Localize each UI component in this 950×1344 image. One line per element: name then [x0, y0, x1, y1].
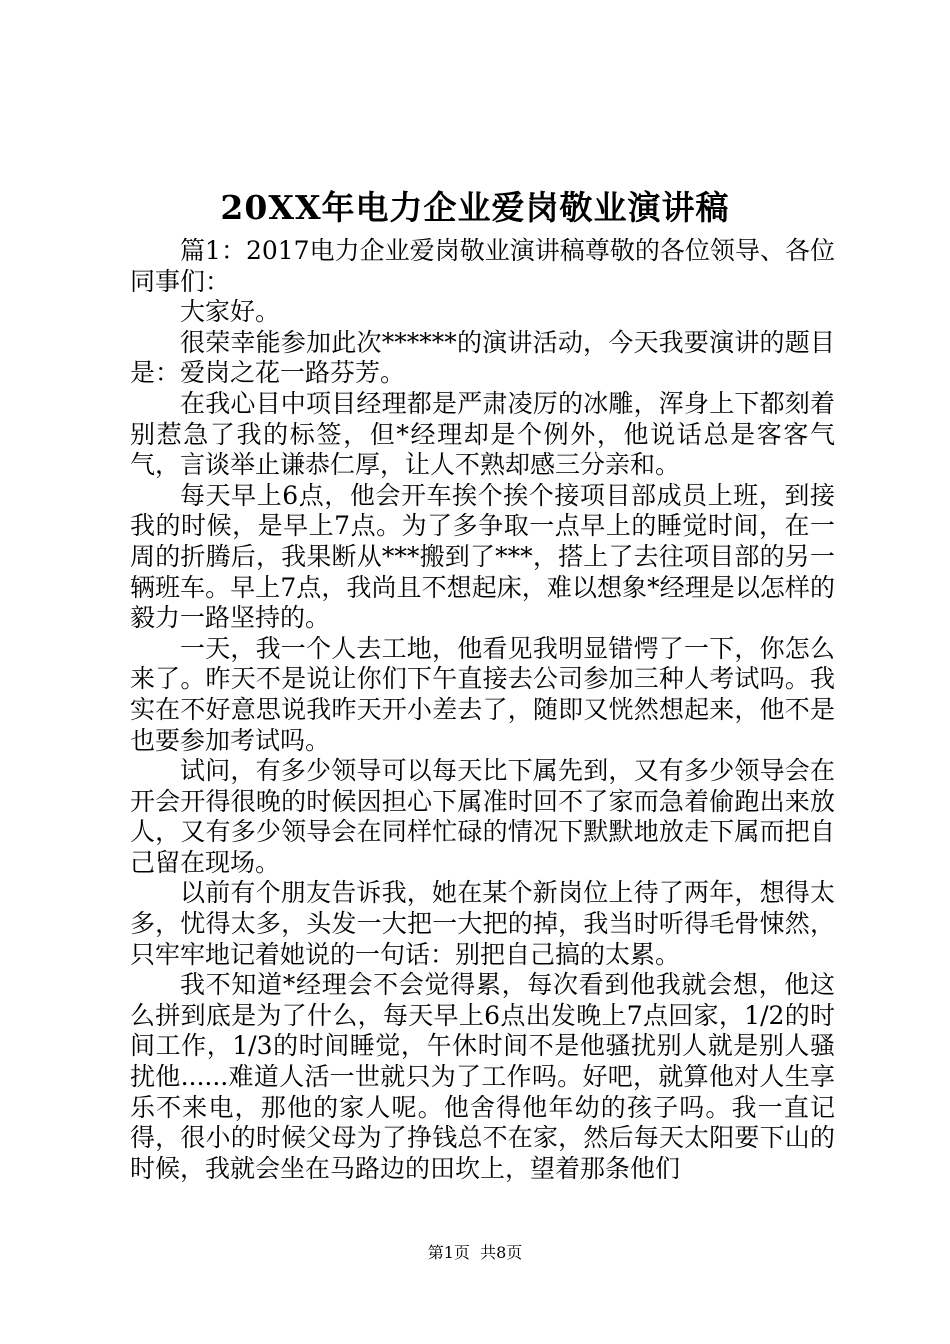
paragraph: 在我心目中项目经理都是严肃凌厉的冰雕，浑身上下都刻着别惹急了我的标签，但*经理却是个例外，他说话总是客客气气，言谈举止谦恭仁厚，让人不熟却感三分亲和。	[130, 388, 835, 480]
paragraph: 篇1：2017电力企业爱岗敬业演讲稿尊敬的各位领导、各位同事们：	[130, 236, 835, 296]
paragraph: 每天早上6点，他会开车挨个挨个接项目部成员上班，到接我的时候，是早上7点。为了多争取一点早上的睡觉时间，在一周的折腾后，我果断从***搬到了***，搭上了去往项目部的另一辆班车。早上7点，我尚且不想起床，难以想象*经理是以怎样的毅力一路坚持的。	[130, 480, 835, 633]
page-footer	[0, 1242, 950, 1264]
paragraph: 大家好。	[180, 297, 281, 327]
page-number: 第1页	[427, 1243, 470, 1262]
page-total: 共8页	[480, 1243, 523, 1262]
paragraph: 我不知道*经理会不会觉得累，每次看到他我就会想，他这么拼到底是为了什么，每天早上6点出发晚上7点回家，1/2的时间工作，1/3的时间睡觉，午休时间不是他骚扰别人就是别人骚扰他......难道人活一世就只为了工作吗。好吧，就算他对人生享乐不来电，那他的家人呢。他舍得他年幼的孩子吗。我一直记得，很小的时候父母为了挣钱总不在家，然后每天太阳要下山的时候，我就会坐在马路边的田坎上，望着那条他们	[130, 970, 835, 1183]
paragraph: 试问，有多少领导可以每天比下属先到，又有多少领导会在开会开得很晚的时候因担心下属准时回不了家而急着偷跑出来放人，又有多少领导会在同样忙碌的情况下默默地放走下属而把自己留在现场。	[130, 756, 835, 877]
paragraph: 很荣幸能参加此次******的演讲活动，今天我要演讲的题目是：爱岗之花一路芬芳。	[130, 327, 835, 388]
paragraph: 一天，我一个人去工地，他看见我明显错愕了一下，你怎么来了。昨天不是说让你们下午直接去公司参加三种人考试吗。我实在不好意思说我昨天开小差去了，随即又恍然想起来，他不是也要参加考试吗。	[130, 633, 835, 755]
paragraph: 以前有个朋友告诉我，她在某个新岗位上待了两年，想得太多，忧得太多，头发一大把一大把的掉，我当时听得毛骨悚然，只牢牢地记着她说的一句话：别把自己搞的太累。	[130, 878, 835, 969]
document-body	[130, 236, 835, 1184]
page-title: 20XX年电力企业爱岗敬业演讲稿	[220, 188, 730, 227]
